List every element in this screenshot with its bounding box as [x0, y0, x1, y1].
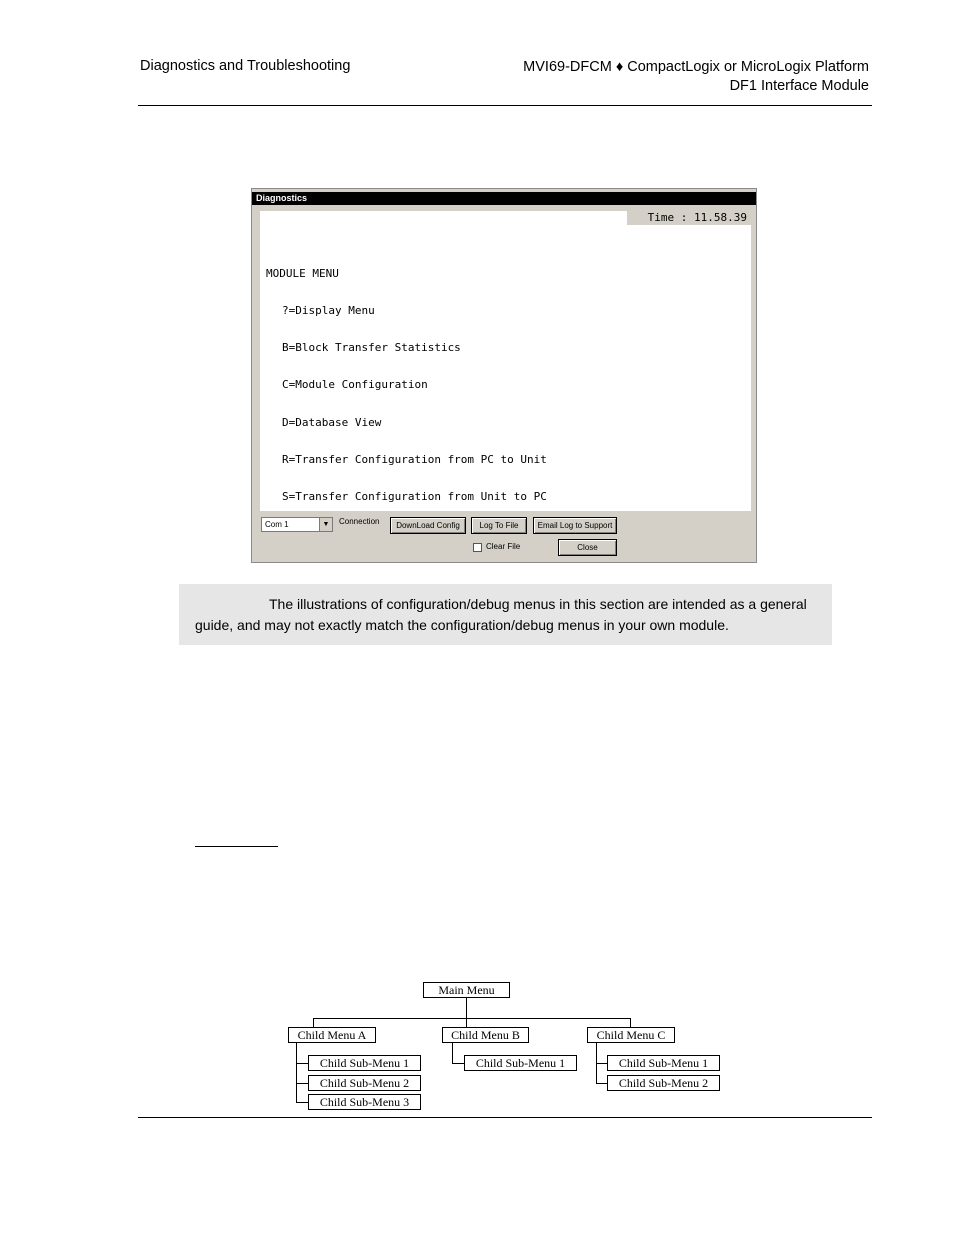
- tree-connector: [296, 1083, 308, 1084]
- header-product-title: [523, 58, 869, 96]
- menu-item-block-transfer: B=Block Transfer Statistics: [282, 341, 461, 355]
- tree-a-sub-menu-2: Child Sub-Menu 2: [308, 1075, 421, 1091]
- tree-c-sub-menu-1: Child Sub-Menu 1: [607, 1055, 720, 1071]
- header-rule: [138, 105, 872, 106]
- tree-connector: [596, 1063, 607, 1064]
- menu-item-display: ?=Display Menu: [282, 304, 375, 318]
- tree-connector: [630, 1018, 631, 1027]
- tree-connector: [296, 1102, 308, 1103]
- header-section-title: Diagnostics and Troubleshooting: [140, 58, 351, 74]
- tree-child-menu-c: Child Menu C: [587, 1027, 675, 1043]
- tree-connector: [466, 998, 467, 1018]
- clear-file-label: Clear File: [486, 542, 521, 551]
- tree-a-sub-menu-3: Child Sub-Menu 3: [308, 1094, 421, 1110]
- tree-connector: [296, 1043, 297, 1103]
- tree-connector: [452, 1043, 453, 1063]
- tree-main-menu: Main Menu: [423, 982, 510, 998]
- tree-connector: [452, 1063, 464, 1064]
- tree-connector: [313, 1018, 314, 1027]
- note-box: [179, 584, 832, 645]
- email-log-button[interactable]: Email Log to Support: [533, 517, 617, 534]
- tree-connector: [296, 1063, 308, 1064]
- note-text: The illustrations of configuration/debug menus in this section are intended as a general guide, and may not exactly match the configuration/debug menus in your own module.: [195, 596, 807, 633]
- tree-child-menu-a: Child Menu A: [288, 1027, 376, 1043]
- time-display: Time : 11.58.39: [627, 211, 751, 225]
- diagnostics-window: [251, 188, 757, 563]
- menu-item-transfer-unit-to-pc: S=Transfer Configuration from Unit to PC: [282, 490, 547, 504]
- module-menu-title: MODULE MENU: [266, 266, 339, 280]
- tree-c-sub-menu-2: Child Sub-Menu 2: [607, 1075, 720, 1091]
- chevron-down-icon[interactable]: ▼: [319, 518, 332, 531]
- tree-connector: [313, 1018, 631, 1019]
- tree-b-sub-menu-1: Child Sub-Menu 1: [464, 1055, 577, 1071]
- window-title-bar: Diagnostics: [252, 192, 756, 205]
- tree-connector: [596, 1083, 607, 1084]
- port-select-value: Com 1: [265, 520, 289, 529]
- port-select[interactable]: [261, 517, 333, 532]
- underline-mark: [195, 846, 278, 847]
- terminal-screen: [260, 211, 751, 511]
- tree-child-menu-b: Child Menu B: [442, 1027, 529, 1043]
- clear-file-checkbox[interactable]: [473, 543, 482, 552]
- tree-a-sub-menu-1: Child Sub-Menu 1: [308, 1055, 421, 1071]
- header-product-line2: DF1 Interface Module: [729, 78, 869, 94]
- tree-connector: [466, 1018, 467, 1027]
- menu-item-transfer-pc-to-unit: R=Transfer Configuration from PC to Unit: [282, 452, 547, 466]
- footer-rule: [138, 1117, 872, 1118]
- menu-item-database-view: D=Database View: [282, 415, 382, 429]
- close-button[interactable]: Close: [558, 539, 617, 556]
- download-config-button[interactable]: DownLoad Config: [390, 517, 466, 534]
- module-menu: [266, 243, 547, 511]
- header-product-line1: MVI69-DFCM ♦ CompactLogix or MicroLogix Platform: [523, 59, 869, 75]
- log-to-file-button[interactable]: Log To File: [471, 517, 527, 534]
- connection-label: Connection: [339, 517, 380, 526]
- menu-item-module-config: C=Module Configuration: [282, 378, 428, 392]
